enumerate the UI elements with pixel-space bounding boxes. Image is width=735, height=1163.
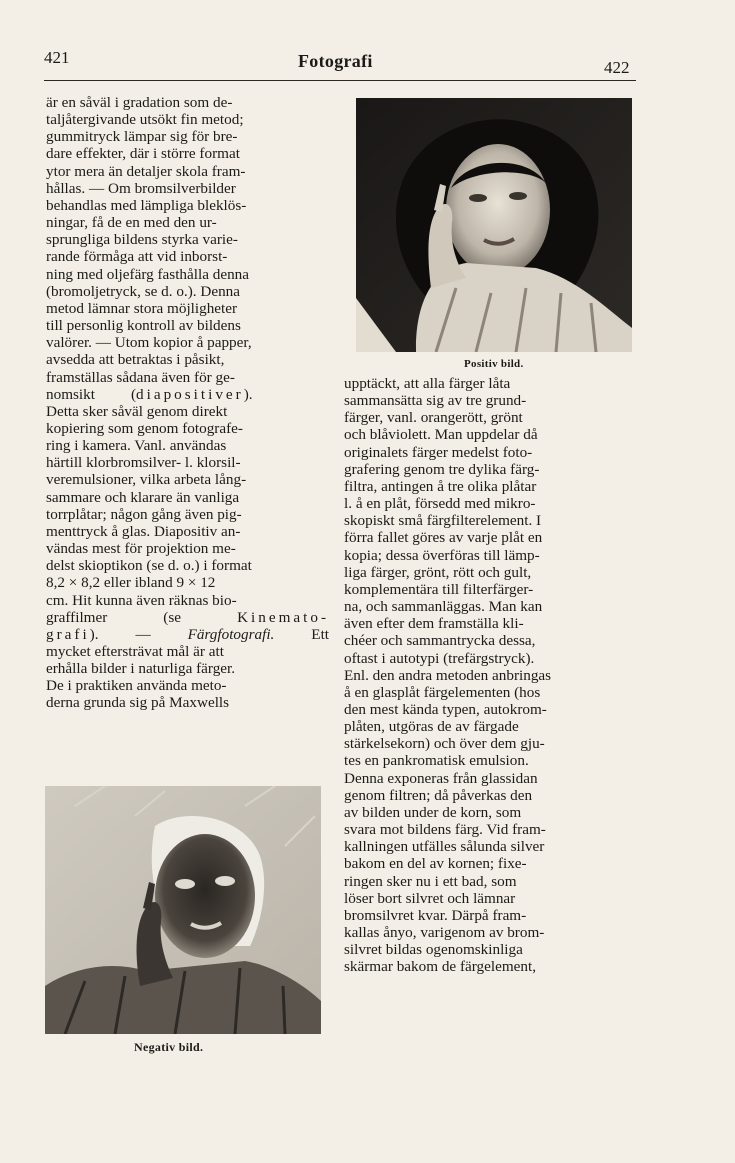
text-line: behandlas med lämpliga bleklös- xyxy=(46,196,247,214)
text-line: cm. Hit kunna även räknas bio- xyxy=(46,591,237,609)
text-line: sammansätta sig av tre grund- xyxy=(344,392,527,410)
text-line: färger, vanl. orangerött, grönt xyxy=(344,409,523,427)
text-line-diapositiver: nomsikt (diapositiver). xyxy=(46,385,253,403)
text-line: Detta sker såväl genom direkt xyxy=(46,402,228,420)
text-line: chéer och sammantrycka dessa, xyxy=(344,632,536,650)
text-line: l. å en plåt, försedd med mikro- xyxy=(344,495,536,513)
text-line: upptäckt, att alla färger låta xyxy=(344,375,511,392)
text-line: är en såväl i gradation som de- xyxy=(46,94,233,111)
negative-photo xyxy=(45,786,321,1034)
text-line-fargfotografi: grafi). — Färgfotografi. Ett xyxy=(46,625,330,643)
page-number-left: 421 xyxy=(44,48,70,67)
text-line: även efter dem framställa kli- xyxy=(344,615,524,633)
text-line: vändas mest för projektion me- xyxy=(46,540,236,558)
text-line: rande förmåga att vid inborst- xyxy=(46,248,228,266)
text-line: mycket eftersträvat mål är att xyxy=(46,643,224,660)
text-line: bromsilvret kvar. Därpå fram- xyxy=(344,906,527,924)
text-line: svara mot bildens färg. Vid fram- xyxy=(344,821,546,839)
text-line: plåten, utgöras de av färgade xyxy=(344,718,519,736)
positive-photo xyxy=(356,98,632,352)
text-line: sprungliga bildens styrka varie- xyxy=(46,231,238,249)
text-line: grafering genom tre dylika färg- xyxy=(344,460,540,478)
text-line: den mest kända typen, autokrom- xyxy=(344,700,547,718)
text-fragment: nomsikt xyxy=(46,385,95,403)
text-line: kallningen utfälles sålunda silver xyxy=(344,838,545,856)
text-line: framställas sådana även för ge- xyxy=(46,368,235,386)
spaced-term: diapositiver xyxy=(136,385,244,403)
running-header-title: Fotografi xyxy=(298,51,373,71)
text-line: dare effekter, där i större format xyxy=(46,145,240,163)
text-line: Enl. den andra metoden anbringas xyxy=(344,666,552,684)
text-line: kopiering som genom fotografe- xyxy=(46,419,243,437)
right-text-column xyxy=(344,375,630,975)
text-line: metod lämnar stora möjligheter xyxy=(46,299,238,317)
text-fragment: graffilmer (se xyxy=(46,608,182,626)
text-line: valörer. — Utom kopior å papper, xyxy=(46,334,252,352)
text-line: oftast i autotypi (trefärgstryck). xyxy=(344,649,535,667)
text-line: Denna exponeras från glassidan xyxy=(344,769,538,787)
text-line: hållas. — Om bromsilverbilder xyxy=(46,179,236,197)
spaced-term: grafi xyxy=(46,625,90,643)
text-line: löser bort silvret och lämnar xyxy=(344,889,516,907)
text-line: och blåviolett. Man uppdelar då xyxy=(344,426,538,444)
text-line: ytor mera än detaljer skola fram- xyxy=(46,162,246,180)
text-line: bakom en del av kornen; fixe- xyxy=(344,855,527,873)
text-line: komplementära till filterfärger- xyxy=(344,580,534,598)
text-line: härtill klorbromsilver- l. klorsil- xyxy=(46,454,241,472)
text-line: skärmar bakom de färgelement, xyxy=(344,958,537,976)
text-line: torrplåtar; någon gång även pig- xyxy=(46,505,242,523)
text-line: ningar, få de en med den ur- xyxy=(46,214,217,232)
spaced-term: Kinemato- xyxy=(237,608,330,626)
text-line: till personlig kontroll av bildens xyxy=(46,317,241,335)
text-line: filtra, antingen å tre olika plåtar xyxy=(344,477,537,495)
text-line: liga färger, grönt, rött och gult, xyxy=(344,563,532,581)
text-line: stärkelsekorn) och över dem gju- xyxy=(344,735,545,753)
text-line: na, och sammanläggas. Man kan xyxy=(344,598,543,616)
text-line: ring i kamera. Vanl. användas xyxy=(46,437,227,455)
text-line: sammare och klarare än vanliga xyxy=(46,488,240,506)
text-line: erhålla bilder i naturliga färger. xyxy=(46,660,236,678)
text-line: gummitryck lämpar sig för bre- xyxy=(46,128,238,146)
text-line: taljåtergivande utsökt fin metod; xyxy=(46,111,244,129)
text-line: (bromoljetryck, se d. o.). Denna xyxy=(46,282,241,300)
text-line: kallas ånyo, varigenom av brom- xyxy=(344,924,545,941)
page-number-right: 422 xyxy=(604,58,630,77)
text-line: avsedda att betraktas i påsikt, xyxy=(46,351,225,369)
text-line: skopiskt små färgfilterelement. I xyxy=(344,512,542,530)
text-line: förra fallet göres av varje plåt en xyxy=(344,529,543,547)
text-line: derna grunda sig på Maxwells xyxy=(46,694,230,712)
text-line: 8,2 × 8,2 eller ibland 9 × 12 xyxy=(46,574,216,592)
text-line: silvret bildas ogenomskinliga xyxy=(344,941,523,959)
text-line: originalets färger medelst foto- xyxy=(344,443,533,461)
text-line-kinematografi xyxy=(46,609,329,626)
text-fragment: Ett xyxy=(311,625,330,643)
text-line: å en glasplåt färgelementen (hos xyxy=(344,683,541,701)
text-line: veremulsioner, vilka arbeta lång- xyxy=(46,471,247,489)
text-line: genom filtren; då påverkas den xyxy=(344,786,533,804)
header-rule xyxy=(44,80,636,81)
text-line: ringen sker nu i ett bad, som xyxy=(344,872,517,890)
text-line: tes en pankromatisk emulsion. xyxy=(344,752,529,770)
text-line: av bilden under de korn, som xyxy=(344,803,522,821)
italic-term: Färgfotografi. xyxy=(187,625,275,643)
text-line: kopia; dessa överföras till lämp- xyxy=(344,546,540,564)
positive-photo-caption: Positiv bild. xyxy=(464,358,524,370)
text-line: De i praktiken använda meto- xyxy=(46,677,227,695)
left-text-column xyxy=(46,94,329,712)
text-line: delst skioptikon (se d. o.) i format xyxy=(46,557,252,575)
text-line: menttryck å glas. Diapositiv an- xyxy=(46,522,241,540)
negative-photo-caption: Negativ bild. xyxy=(134,1040,204,1054)
text-line: ning med oljefärg fasthålla denna xyxy=(46,265,249,283)
